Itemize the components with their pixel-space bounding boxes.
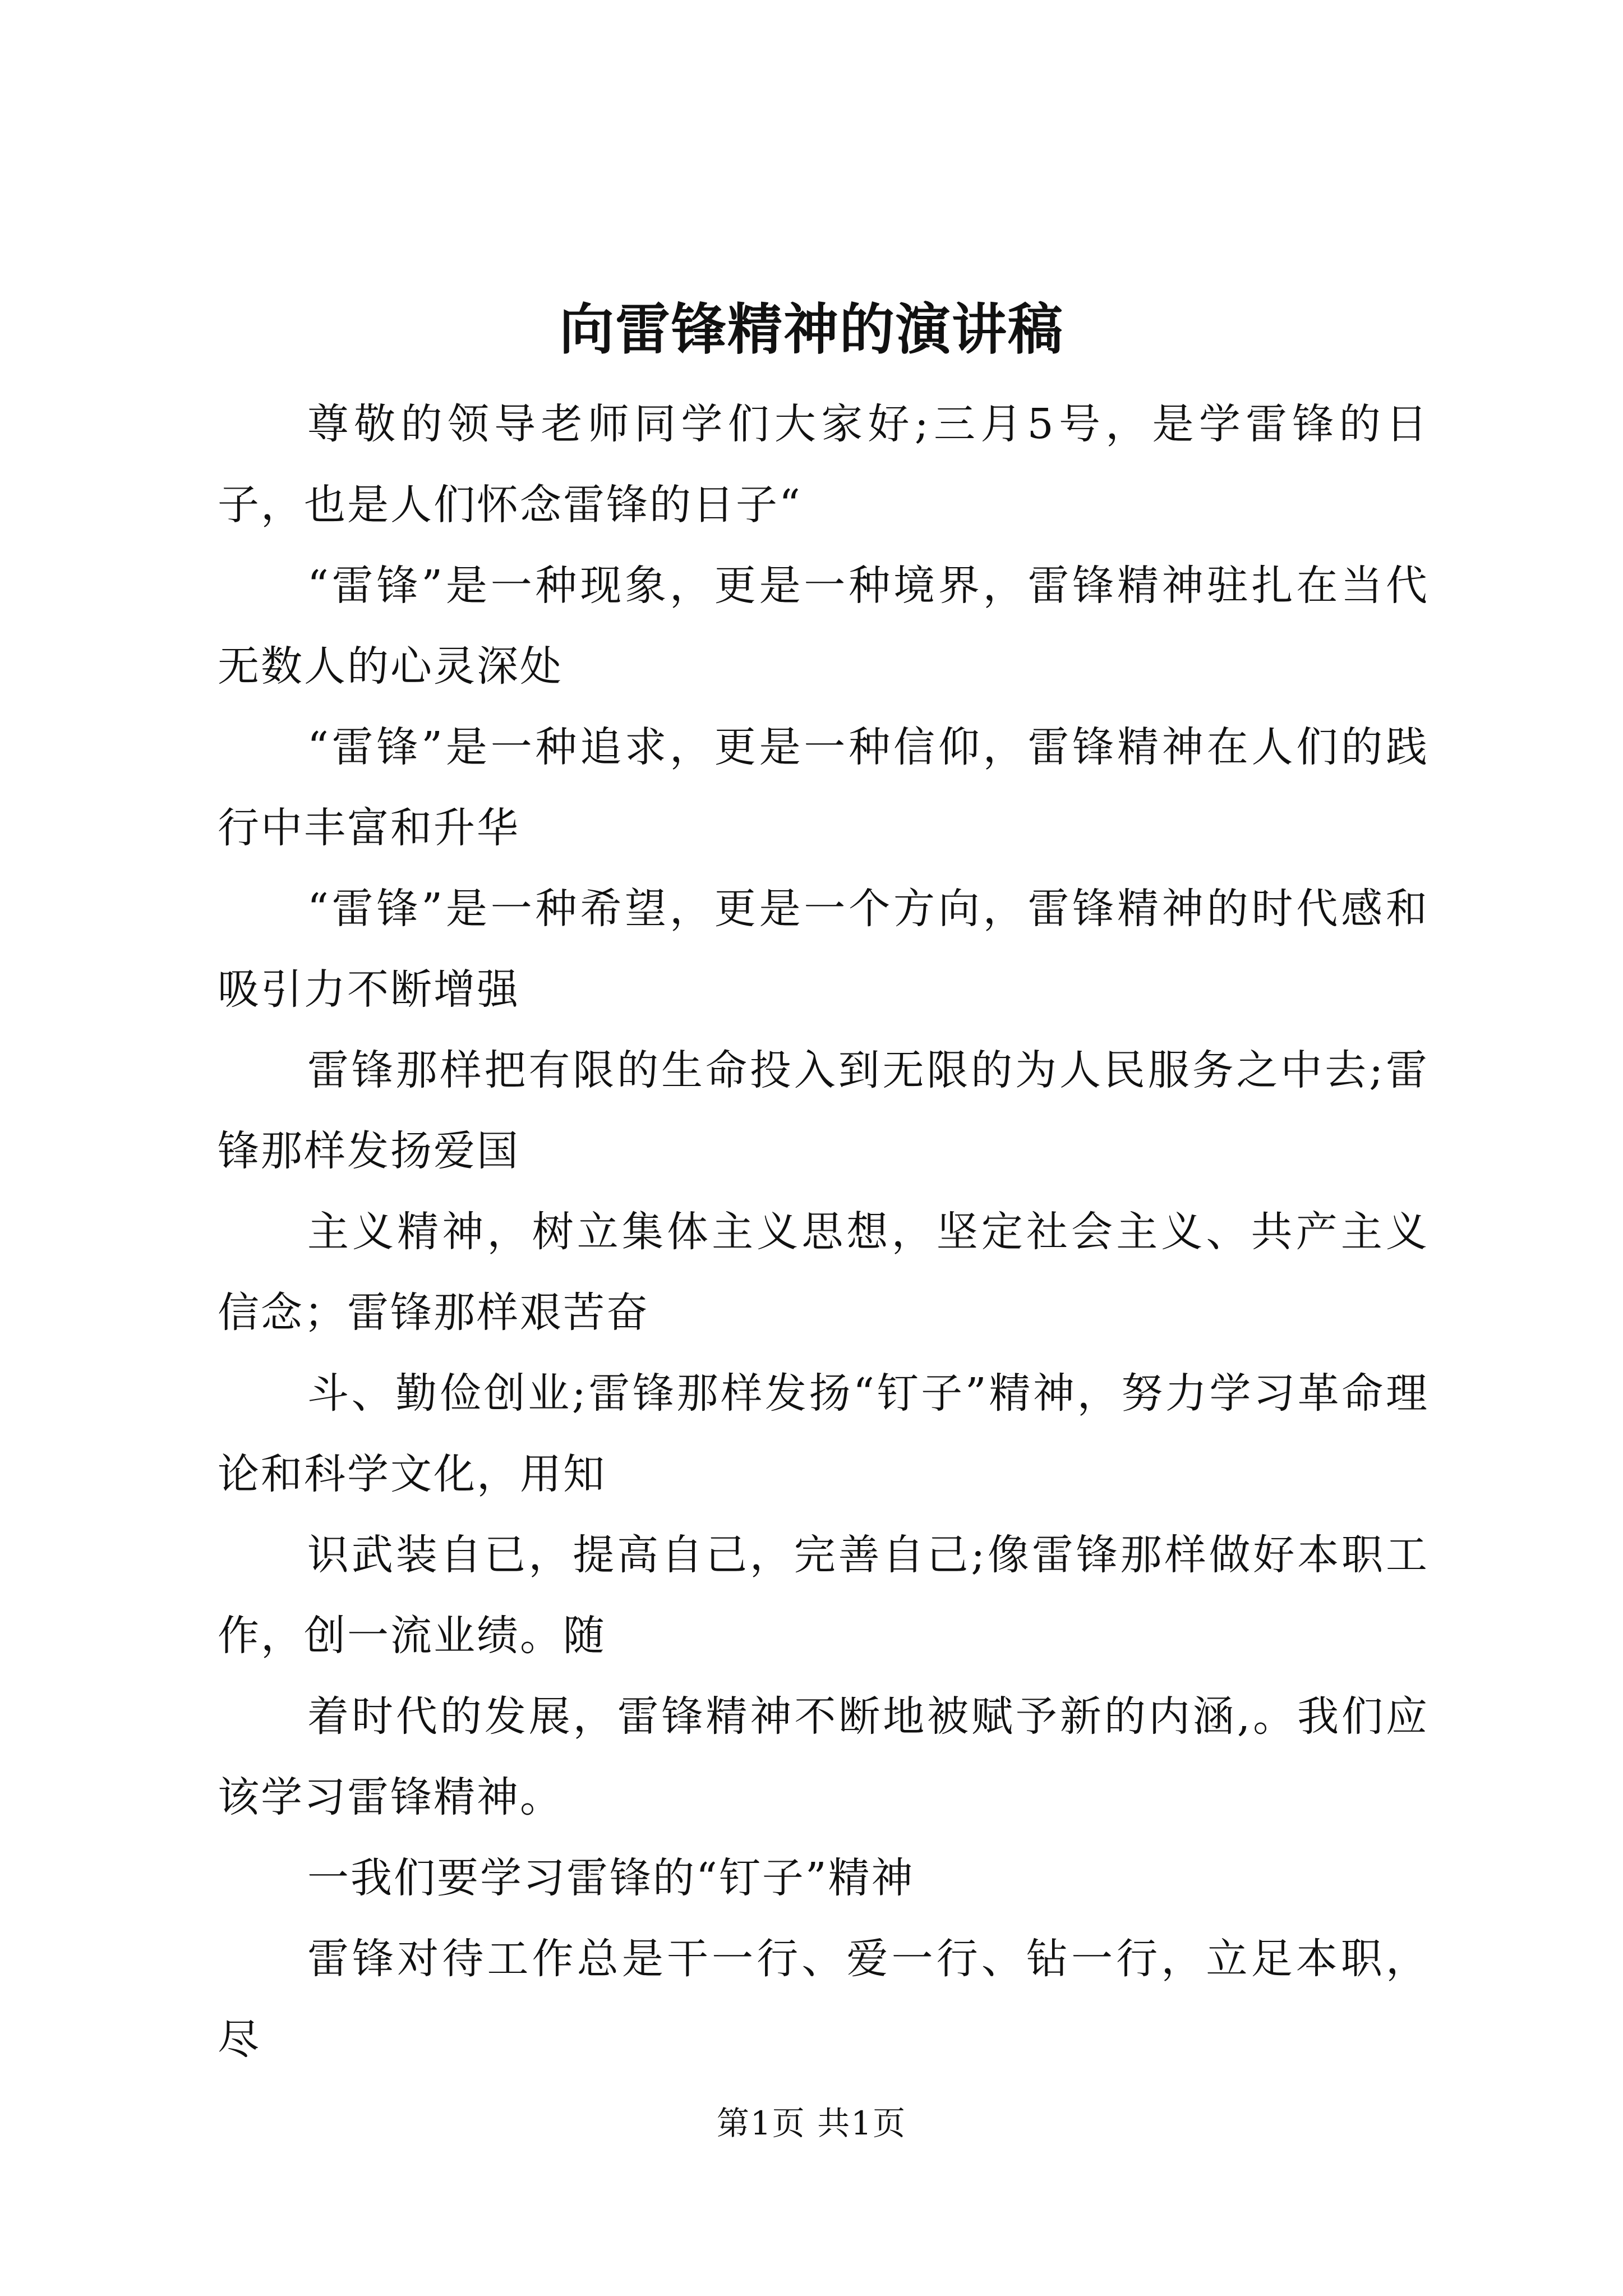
page-footer: 第1页 共1页	[716, 2104, 907, 2142]
paragraph-8: 识武装自已，提高自己，完善自己;像雷锋那样做好本职工作，创一流业绩。随	[218, 1531, 1429, 1660]
paragraph-10: 雷锋对待工作总是干一行、爱一行、钻一行，立足本职，尽	[218, 1935, 1429, 2064]
paragraph-6: 主义精神，树立集体主义思想，坚定社会主义、共产主义信念；雷锋那样艰苦奋	[218, 1208, 1429, 1337]
section-heading: 一我们要学习雷锋的“钉子”精神	[307, 1854, 915, 1902]
document-title: 向雷锋精神的演讲稿	[559, 297, 1064, 362]
paragraph-4: “雷锋”是一种希望，更是一个方向，雷锋精神的时代感和吸引力不断增强	[218, 885, 1429, 1014]
paragraph-2: “雷锋”是一种现象，更是一种境界，雷锋精神驻扎在当代无数人的心灵深处	[218, 562, 1429, 691]
document-body	[218, 384, 1429, 2080]
paragraph-9: 着时代的发展，雷锋精神不断地被赋予新的内涵,。我们应该学习雷锋精神。	[218, 1692, 1429, 1821]
paragraph-1: 尊敬的领导老师同学们大家好;三月5号，是学雷锋的日子，也是人们怀念雷锋的日子“	[218, 400, 1429, 529]
paragraph-3: “雷锋”是一种追求，更是一种信仰，雷锋精神在人们的践行中丰富和升华	[218, 723, 1429, 852]
paragraph-5: 雷锋那样把有限的生命投入到无限的为人民服务之中去;雷锋那样发扬爱国	[218, 1046, 1429, 1175]
paragraph-7: 斗、勤俭创业;雷锋那样发扬“钉子”精神，努力学习革命理论和科学文化，用知	[218, 1369, 1429, 1498]
